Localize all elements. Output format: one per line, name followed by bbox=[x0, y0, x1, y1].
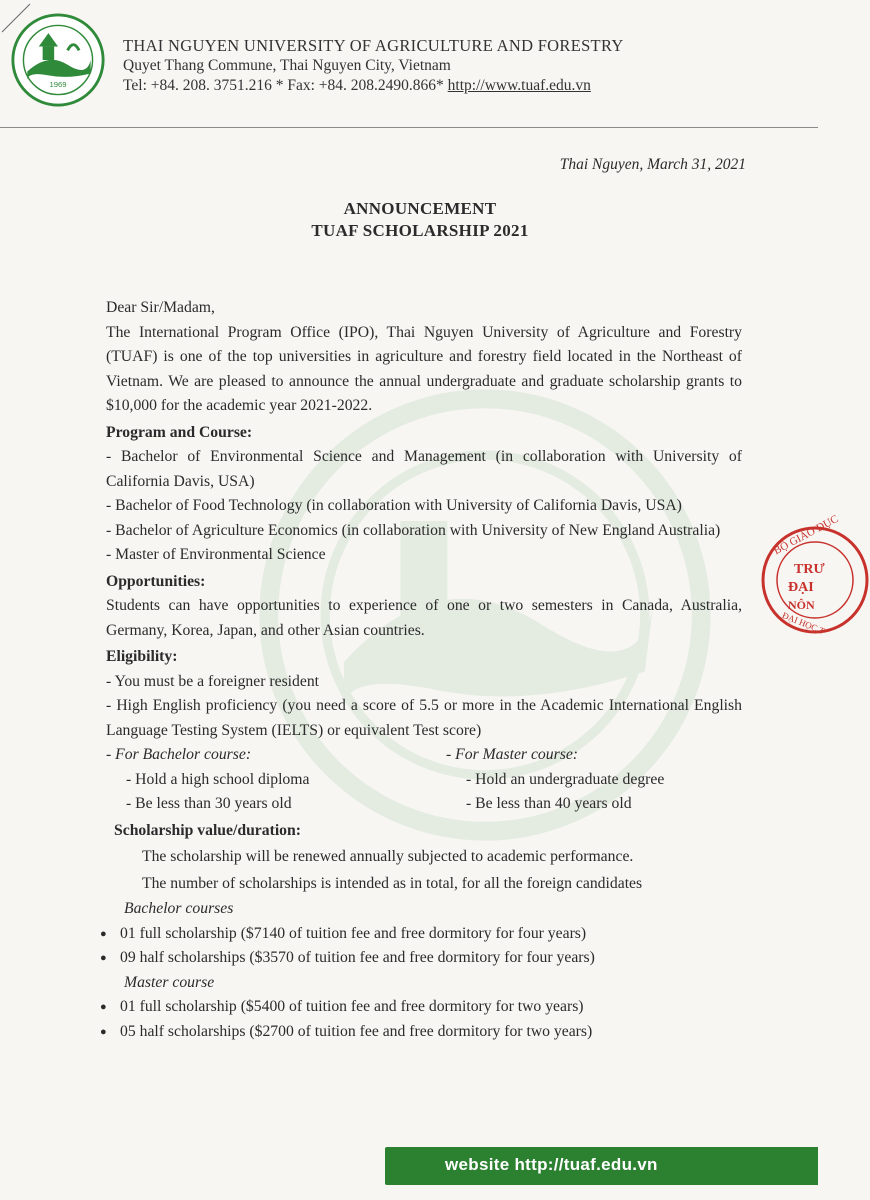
eligibility-heading: Eligibility: bbox=[106, 648, 178, 665]
header-divider bbox=[0, 127, 818, 128]
letter-body bbox=[106, 296, 742, 1044]
bachelor-requirement: - Be less than 30 years old bbox=[126, 795, 292, 812]
bachelor-requirements bbox=[106, 743, 446, 817]
svg-text:NÔN: NÔN bbox=[788, 598, 815, 612]
eligibility-item: - You must be a foreigner resident bbox=[106, 672, 320, 690]
list-item: ● 09 half scholarships ($3570 of tuition fee and free dormitory for four years) bbox=[100, 946, 742, 971]
program-heading: Program and Course: bbox=[106, 423, 253, 441]
bachelor-label: - For Bachelor course: bbox=[106, 746, 252, 763]
letter-date: Thai Nguyen, March 31, 2021 bbox=[559, 156, 746, 173]
scholarship-renewal: The scholarship will be renewed annually subjected to academic performance. bbox=[142, 848, 634, 865]
university-name: THAI NGUYEN UNIVERSITY OF AGRICULTURE AND FORESTRY bbox=[123, 36, 624, 55]
list-item: ● 05 half scholarships ($2700 of tuition fee and free dormitory for two years) bbox=[100, 1020, 742, 1045]
university-address: Quyet Thang Commune, Thai Nguyen City, Vietnam bbox=[123, 57, 451, 74]
master-requirement: - Hold an undergraduate degree bbox=[466, 770, 665, 788]
scholarship-title: TUAF SCHOLARSHIP 2021 bbox=[311, 221, 529, 240]
footer-bar bbox=[385, 1147, 818, 1185]
svg-text:ĐẠI: ĐẠI bbox=[788, 580, 814, 595]
master-scholarships bbox=[106, 995, 742, 1044]
list-item: ● 01 full scholarship ($7140 of tuition fee and free dormitory for four years) bbox=[100, 922, 742, 947]
contact-line bbox=[123, 76, 624, 96]
header-website-link[interactable]: http://www.tuaf.edu.vn bbox=[447, 77, 591, 94]
master-requirement: - Be less than 40 years old bbox=[466, 795, 632, 812]
university-logo-icon bbox=[10, 12, 106, 108]
program-item: - Bachelor of Agriculture Economics (in collaboration with University of New England Australia) bbox=[106, 521, 721, 539]
bachelor-courses-label: Bachelor courses bbox=[124, 900, 234, 917]
opportunities-heading: Opportunities: bbox=[106, 572, 206, 590]
opportunities-text: Students can have opportunities to experience of one or two semesters in Canada, Australia, Germany, Korea, Japan, and other Asian countries. bbox=[106, 597, 742, 639]
program-item: - Bachelor of Environmental Science and Management (in collaboration with University of California Davis, USA) bbox=[106, 448, 742, 490]
logo-year: 1969 bbox=[49, 79, 67, 89]
scholarship-total: The number of scholarships is intended as in total, for all the foreign candidates bbox=[142, 875, 643, 892]
letterhead bbox=[123, 36, 624, 96]
official-stamp bbox=[760, 512, 870, 637]
master-course-label: Master course bbox=[124, 973, 215, 991]
svg-text:BỘ GIÁO DỤC: BỘ GIÁO DỤC bbox=[771, 512, 841, 558]
master-requirements bbox=[446, 743, 746, 817]
contact-numbers: Tel: +84. 208. 3751.216 * Fax: +84. 208.2490.866* bbox=[123, 77, 448, 94]
program-item: - Bachelor of Food Technology (in collaboration with University of California Davis, USA) bbox=[106, 497, 682, 514]
intro-paragraph: The International Program Office (IPO), Thai Nguyen University of Agriculture and Forestry (TUAF) is one of the top universities in agriculture and forestry field located in the Northeast of Vietnam. We are pleased to announce the annual undergraduate and graduate scholarship grants to $10,000 for the academic year 2021-2022. bbox=[106, 323, 742, 414]
list-item: ● 01 full scholarship ($5400 of tuition fee and free dormitory for two years) bbox=[100, 995, 742, 1020]
course-requirements bbox=[106, 743, 746, 817]
bachelor-requirement: - Hold a high school diploma bbox=[126, 770, 310, 788]
bachelor-scholarships bbox=[106, 922, 742, 971]
svg-text:ĐẠI HỌC T: ĐẠI HỌC T bbox=[780, 610, 827, 637]
eligibility-item: - High English proficiency (you need a score of 5.5 or more in the Academic International English Language Testing System (IELTS) or equivalent Test score) bbox=[106, 697, 742, 739]
master-label: - For Master course: bbox=[446, 746, 579, 763]
greeting: Dear Sir/Madam, bbox=[106, 299, 215, 316]
footer-website-link[interactable]: website http://tuaf.edu.vn bbox=[445, 1155, 658, 1174]
announcement-title: ANNOUNCEMENT bbox=[343, 199, 497, 218]
svg-text:TRƯ: TRƯ bbox=[794, 562, 825, 577]
program-item: - Master of Environmental Science bbox=[106, 546, 326, 563]
scholarship-heading: Scholarship value/duration: bbox=[114, 821, 301, 839]
